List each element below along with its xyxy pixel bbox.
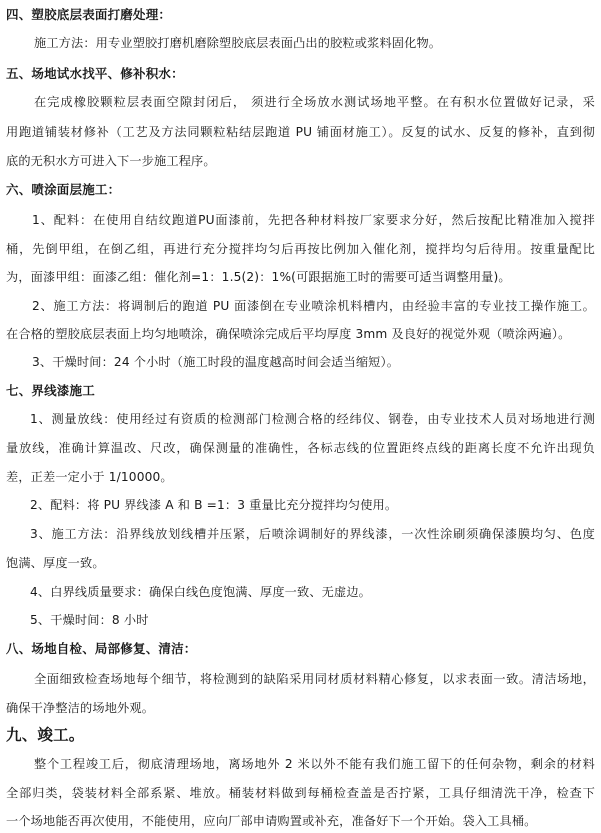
paragraph-line: 2、施工方法：将调制后的跑道 PU 面漆倒在专业喷涂机料槽内，由经验丰富的专业技工操作施工。 [32, 299, 595, 313]
paragraph-line: 3、干燥时间：24 个小时（施工时段的温度越高时间会适当缩短）。 [32, 355, 400, 369]
paragraph-line: 1、配料：在使用自结纹跑道PU面漆前，先把各种材料按厂家要求分好，然后按配比精准加入搅拌 [32, 213, 595, 227]
paragraph-line: 为，面漆甲组：面漆乙组：催化剂=1：1.5(2)：1%(可跟据施工时的需要可适当调整用量)。 [6, 270, 511, 284]
paragraph-line: 全部归类，袋装材料全部系紧、堆放。桶装材料做到每桶检查盖是否拧紧，工具仔细清洗干净，检查下 [6, 786, 595, 800]
paragraph-line: 确保干净整洁的场地外观。 [6, 701, 155, 715]
paragraph-line: 差，正差一定小于 1/10000。 [6, 470, 173, 484]
paragraph-line: 5、干燥时间：8 小时 [30, 613, 149, 627]
heading-section-8: 八、场地自检、局部修复、清洁： [6, 641, 197, 656]
heading-section-5: 五、场地试水找平、修补积水： [6, 66, 184, 81]
paragraph-line: 底的无积水方可进入下一步施工程序。 [6, 154, 216, 168]
paragraph-line: 施工方法：用专业塑胶打磨机磨除塑胶底层表面凸出的胶粒或浆料固化物。 [34, 36, 442, 50]
paragraph-line: 饱满、厚度一致。 [6, 556, 105, 570]
paragraph-line: 1、测量放线：使用经过有资质的检测部门检测合格的经纬仪、钢卷，由专业技术人员对场地进行测 [30, 412, 595, 426]
paragraph-line: 3、施工方法：沿界线放划线槽并压紧，后喷涂调制好的界线漆，一次性涂刷须确保漆膜均匀、色度 [30, 527, 595, 541]
paragraph-line: 4、白界线质量要求：确保白线色度饱满、厚度一致、无虚边。 [30, 585, 372, 599]
paragraph-line: 用跑道铺装材修补（工艺及方法同颗粒粘结层跑道 PU 铺面材施工）。反复的试水、反复的修补，直到彻 [6, 125, 595, 139]
heading-section-4: 四、塑胶底层表面打磨处理： [6, 7, 172, 22]
paragraph-line: 整个工程竣工后，彻底清理场地，离场地外 2 米以外不能有我们施工留下的任何杂物，剩余的材料 [34, 757, 595, 771]
heading-section-6: 六、喷涂面层施工： [6, 182, 121, 197]
paragraph-line: 量放线，准确计算温改、尺改，确保测量的准确性，各标志线的位置距终点线的距离长度不允许出现负 [6, 441, 595, 455]
heading-section-7: 七、界线漆施工 [6, 383, 95, 398]
heading-section-9: 九、竣工。 [6, 726, 85, 744]
paragraph-line: 一个场地能否再次使用，不能使用，应向厂部申请购置或补充，准备好下一个开始。袋入工具桶。 [6, 814, 537, 828]
paragraph-line: 全面细致检查场地每个细节，将检测到的缺陷采用同材质材料精心修复，以求表面一致。清洁场地， [34, 672, 595, 686]
paragraph-line: 在完成橡胶颗粒层表面空隙封闭后， 须进行全场放水测试场地平整。在有积水位置做好记录，采 [34, 95, 595, 109]
paragraph-line: 在合格的塑胶底层表面上均匀地喷涂，确保喷涂完成后平均厚度 3mm 及良好的视觉外观（喷涂两遍）。 [6, 327, 571, 341]
paragraph-line: 2、配料：将 PU 界线漆 A 和 B =1：3 重量比充分搅拌均匀使用。 [30, 498, 398, 512]
paragraph-line: 桶，先倒甲组，在倒乙组，再进行充分搅拌均匀后再按比例加入催化剂，搅拌均匀后待用。按重量配比 [6, 242, 595, 256]
